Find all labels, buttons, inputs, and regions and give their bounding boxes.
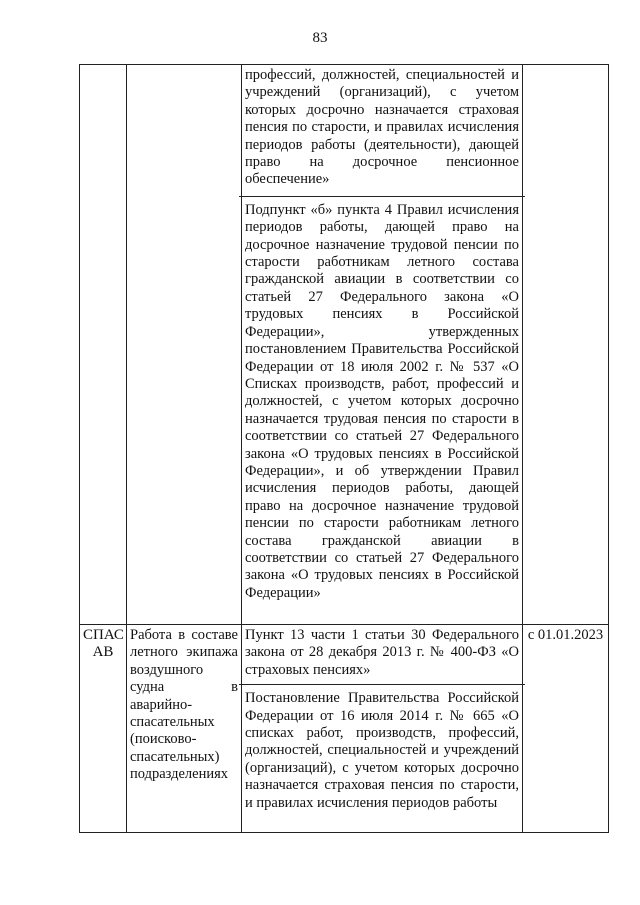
date-cell xyxy=(523,65,609,625)
table-row xyxy=(80,65,609,625)
work-cell: Работа в составе летного экипажа воздушного судна в аварийно-спасательных (поисково-спасательных) подразделениях xyxy=(127,625,242,833)
table-row xyxy=(80,625,609,833)
doc-paragraph: Постановление Правительства Российской Федерации от 16 июля 2014 г. № 665 «О списках работ, производств, профессий, должностей, специальностей и учреждений (организаций), с учетом которых досрочно назначается страховая пенсия по старости, и правилах исчисления периодов работы xyxy=(245,690,519,811)
doc-paragraph: Пункт 13 части 1 статьи 30 Федерального закона от 28 декабря 2013 г. № 400-ФЗ «О страховых пенсиях» xyxy=(245,627,519,678)
docs-cell xyxy=(242,625,523,833)
code-cell xyxy=(80,65,127,625)
doc-paragraph: Подпункт «б» пункта 4 Правил исчисления периодов работы, дающей право на досрочное назначение трудовой пенсии по старости работникам летного состава гражданской авиации в соответствии со статьей 27 Федерального закона «О трудовых пенсиях в Российской Федерации», утвержденных постановлением Правительства Российской Федерации от 18 июля 2002 г. № 537 «О Списках производств, работ, профессий и должностей, с учетом которых досрочно назначается трудовая пенсия по старости в соответствии со статьей 27 Федерального закона «О трудовых пенсиях в Российской Федерации», и об утверждении Правил исчисления периодов работы, дающей право на досрочное назначение трудовой пенсии по старости работникам летного состава гражданской авиации в соответствии со статьей 27 Федерального закона «О трудовых пенсиях в Российской Федерации» xyxy=(245,201,519,601)
page-number: 83 xyxy=(312,30,328,46)
code-cell: СПАС АВ xyxy=(80,625,127,833)
work-cell xyxy=(127,65,242,625)
date-cell: с 01.01.2023 xyxy=(523,625,609,833)
doc-paragraph: профессий, должностей, специальностей и учреждений (организаций), с учетом которых досрочно назначается страховая пенсия по старости, и правилах исчисления периодов работы (деятельности), дающей право на досрочное пенсионное обеспечение» xyxy=(245,67,519,188)
pension-table xyxy=(79,64,609,833)
docs-cell xyxy=(242,65,523,625)
